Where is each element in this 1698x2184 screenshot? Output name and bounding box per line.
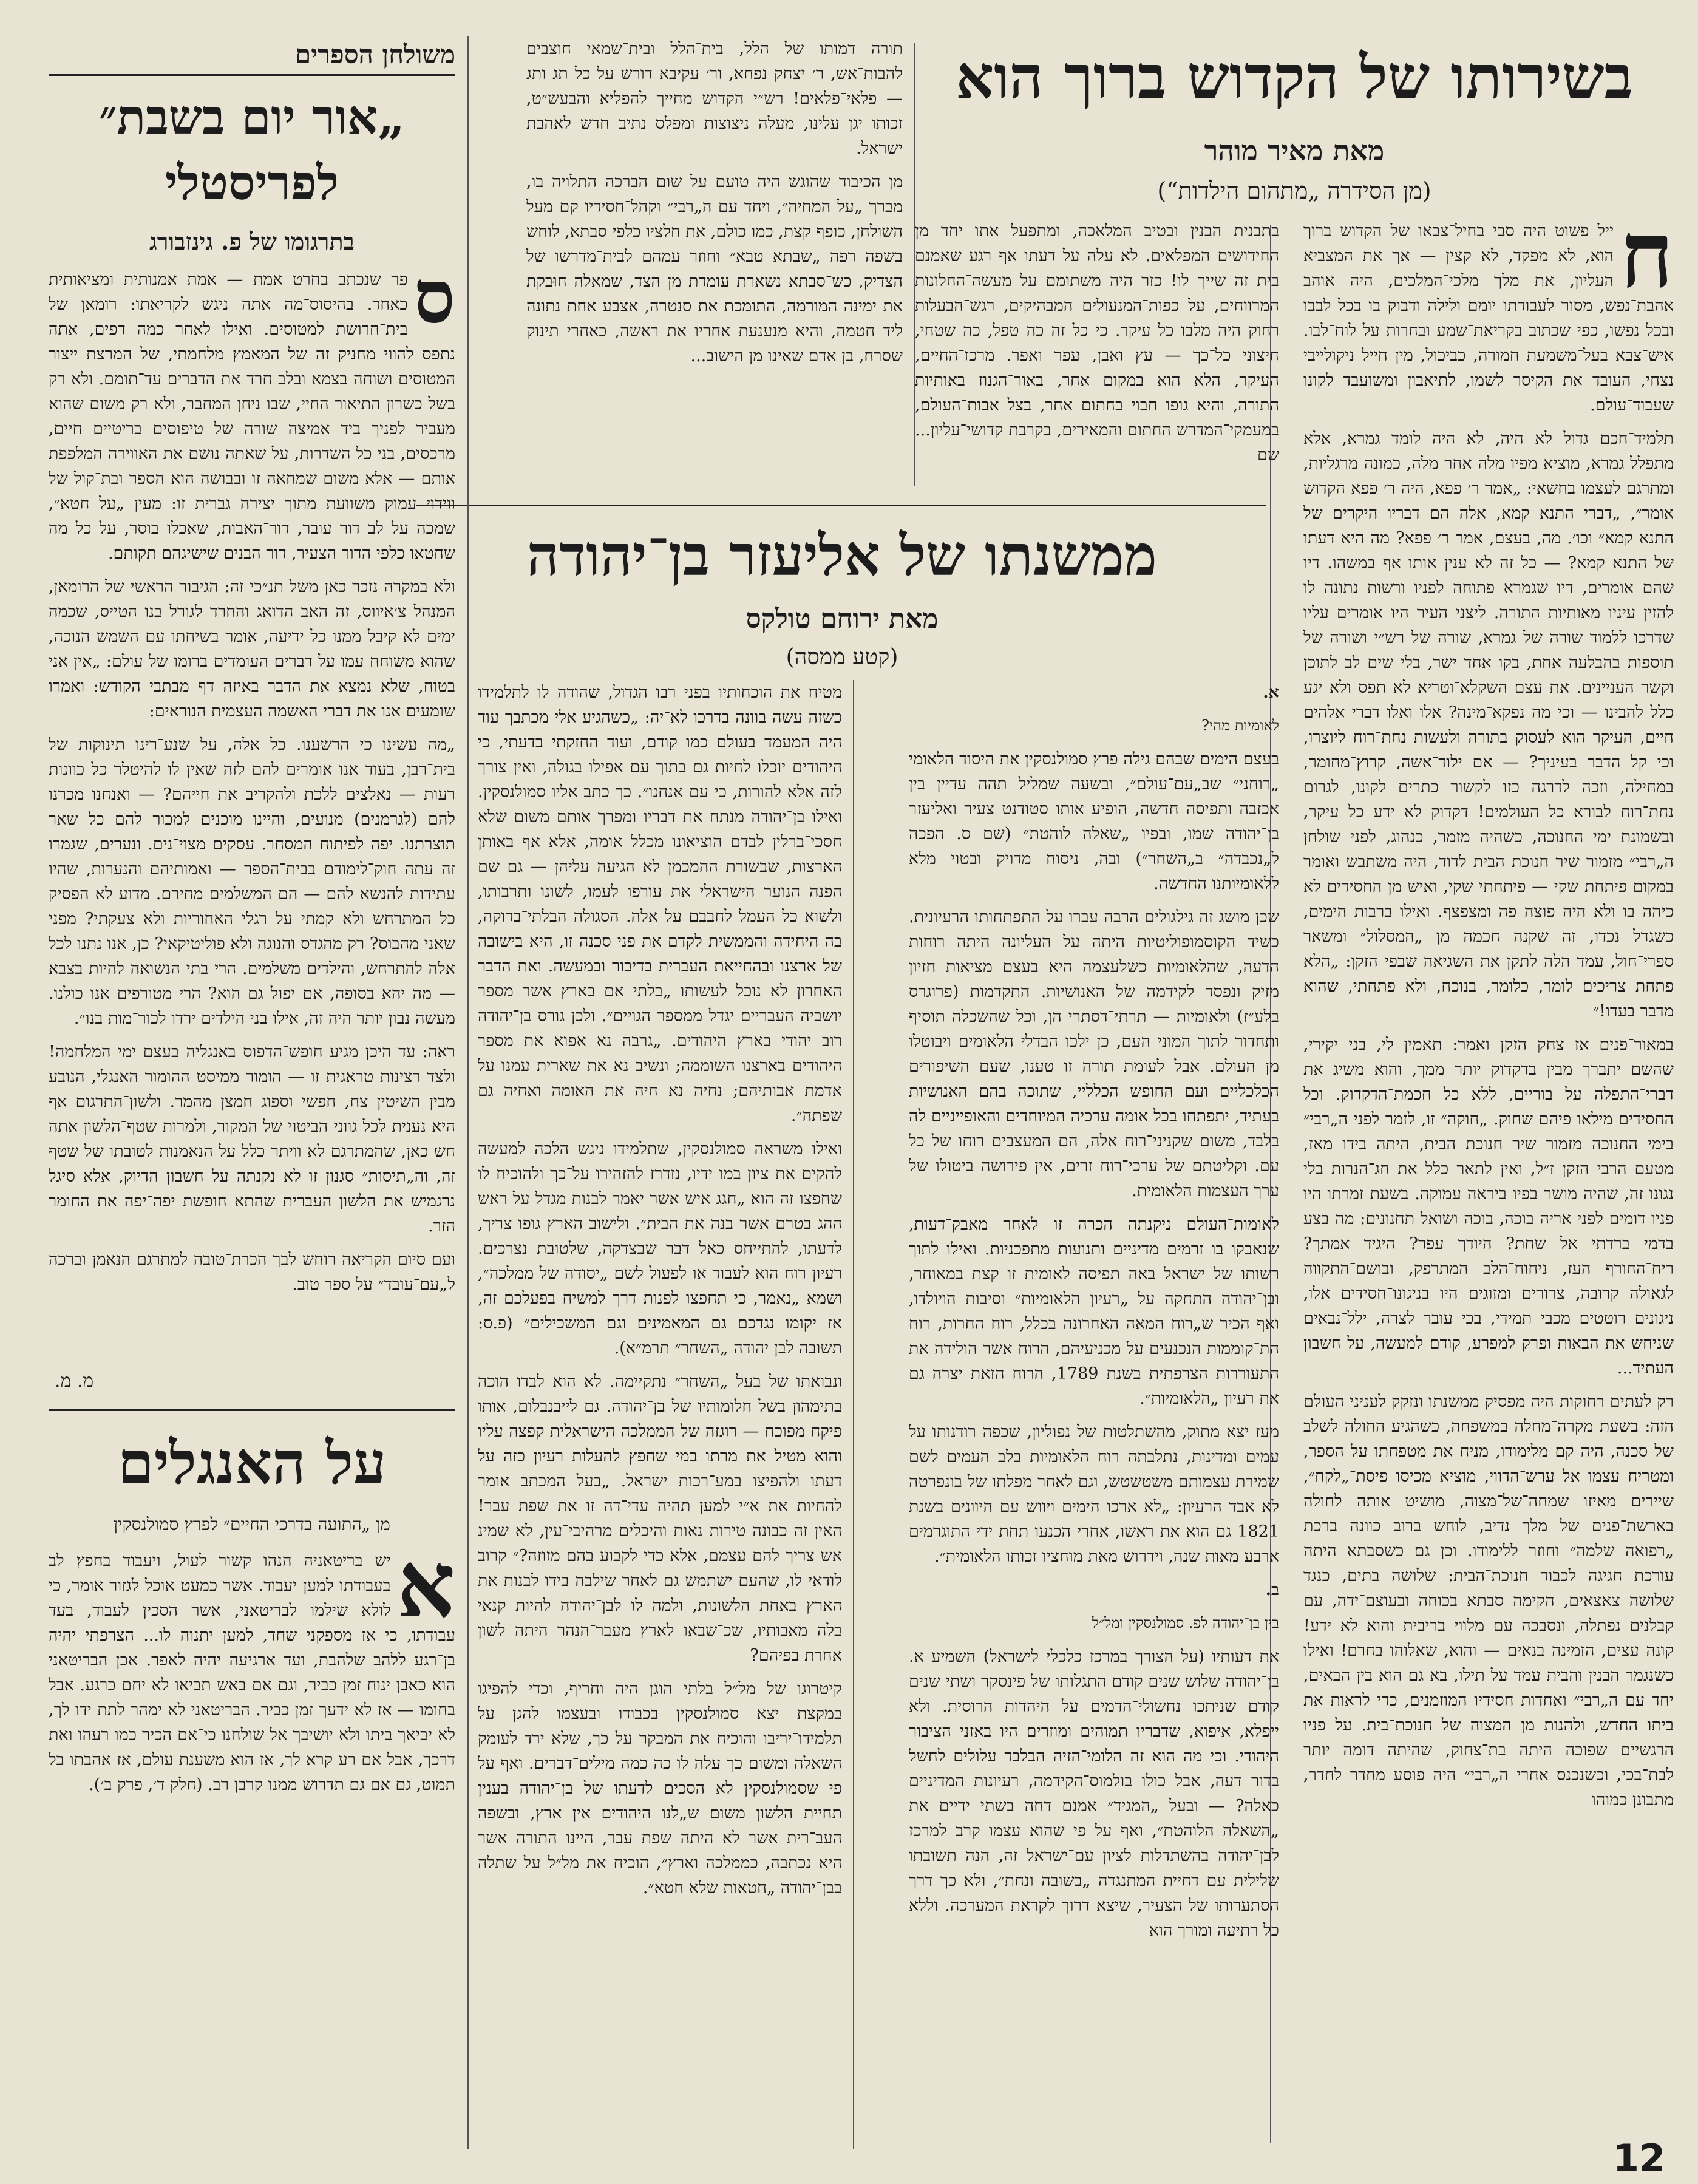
bottom-article-para: ונבואתו של בעל „השחר״ נתקיימה. לא הוא לבדו הוכה בתימהון בשל חלומותיו של בן־יהודה. גם לייבנבלום, אותו פיקח מפוכח — רוגזה של הממלכה הישראלית קפצה עליו והוא מטיל את מרתו במי שחפץ להעלות רעיון כזה על דעתו ולהפיצו במע־רכות ישראל. „בעל המכתב אומר להחיות את א״י למען תהיה עדי־דה זו את שפת עבר! האין זה כבונה טירות נאות והיכלים מרהיבי־עין, לא שמינ אש צריך להם עצמם, אלא כדי לקבוע בהם מזוזה?״ קרוב לודאי לו, שהעם ישתמש גם לאחר שילבה בידו לבנות את הארץ באחת הלשונות, ולמה לו לבן־יהודה להיות קנאי בלה מאבותיו, שכ־שבאו לארץ מעבר־הנהר היתה לשון אחרת בפיהם? (478, 1372, 842, 1665)
angels-title: על האנגלים (117, 1429, 387, 1497)
books-review-column (49, 267, 455, 1360)
right-article-dropcap: ח (1620, 219, 1674, 308)
bottom-article-author: מאת ירוחם טולקס (745, 604, 939, 634)
right-article-author: מאת מאיר מוהר (1204, 134, 1385, 167)
bottom-article-title: ממשנתו של אליעזר בן־יהודה (527, 523, 1157, 588)
angels-para: יש בריטאניה הנהו קשור לעול, ויעבוד בחפץ לב בעבודתו למען יעבוד. אשר כמעט אוכל לגזור אומר, כי לולא שילמו לבריטאני, אשר הסכין לעבוד, בעד עבודתו, כי אז מספקני שחד, למען יתנוה לו... הצרפתי יהיה בן־רגע ללהב שלהבת, ועד ארגיעה יהיה לאפר. אכן הבריטאני הוא כאבן ינוח זמן כביר, וגם אם באש תביאו לא יחם כרגע. אבל בחומו — אז לא ידעך זמן כביר. הבריטאני לא ימהר לתת ידו לך, לא יביאך ביתו ולא יושיבך אל שולחנו כי־אם הכיר כמו רעהו ואת דרכך, אבל אם רע קרא לך, אז הוא משענת עולם, אז אהבתו בל תמוט, גם אם גם תדרוש ממנו קרבן רב. (חלק ד׳, פרק ב׳). (49, 1551, 455, 1794)
section-a-heading: א. (1263, 683, 1279, 702)
books-signature: מ. מ. (55, 1370, 94, 1392)
column-divider (914, 43, 915, 486)
bottom-article-subtitle: (קטע ממסה) (786, 645, 898, 670)
books-para: פר שנכתב בחרט אמת — אמת אמנותית ומציאותית כאחד. בהיסוס־מה אתה ניגש לקריאתו: רומאן של בית־חרושת למטוסים. ואילו לאחר כמה דפים, אתה נתפס להווי מחניק זה של המאמץ מלחמתי, של המרצת ייצור המטוסים ושוחה בצמא ובלב חרד את הדברים עד־תומם. ולא רק בשל כשרון התיאור החיי, שבו ניחן המחבר, ולא רק משום שהוא מעביר לפניך ביד אמיצה שורה של טיפוסים בריטיים חיים, מרכסים, בני כל השדרות, על שאתה נושם את האווירה המלפפת אותם — אלא משום שמחאה זו ובבושה הוא הספר ובת־קול של ווידוי עמוק משוועת מתוך יצירה גברית זו: מעין „על חטא״, שמכה על לב דור עובר, דור־האבות, שאכלו בוסר, על כל מה שחטאו כלפי הדור הצעיר, דור הבנים שישיגהם תקותם. (49, 270, 455, 563)
right-article-para: תלמיד־חכם גדול לא היה, לא היה לומד גמרא, אלא מתפלל גמרא, מוציא מפיו מלה אחר מלה, כמונה מרגליות, ומתרגם לעצמו בחשאי: „אמר ר׳ פפא, היה ר׳ פפא הקדוש אומר״, „דברי התנא קמא, אלה הם דבריו היקרים של התנא קמא״ וכו׳. מה, בעצם, אמר ר׳ פפא? מה היא דעתו של התנא קמא? — כל זה לא ענין אותו אף במשהו. דיו שהם אומרים, דיו שגמרא פתוחה לפניו ורשות נתונה לו להזין עיניו מאותיות התורה. ליצני העיר היו אומרים עליו שדרכו ללמוד שורה של גמרא, שורה של רש״י ושורה של תוספות בהבלעה אחת, בקו אחד ישר, בלי שים לב לתוכן וקשר העניינים. את עצם השקלא־וטריא לא תפס ולא יגע כלל להבינו — וכי מה נפקא־מינה? אלו ואלו דברי אלהים חיים, העיקר הוא לעסוק בתורה ולעשות נחת־רוח ליוצרו, וכי קל הדבר בעיניך? — אם ילוד־אשה, קרוץ־מחומר, במחילה, וזכה לדרגה כזו לקשור כתרים לקונו, לגרום נחת־רוח לבורא כל העולמים! דקדוק לא ידע כל עיקר, ובשמונת ימי החנוכה, כשהיה מזמר, כנהוג, לפני שולחן ה„רבי״ מזמור שיר חנוכת הבית לדוד, היה משתבש ואומר במקום פיתחת שקי — פיתחתי שקי, ואיש מן החסידים לא כיהה בו ולא היה פוצה פה ומצפצף. ואילו ברבות הימים, כשגדל נכדו, זה שקנה חכמה מן „המסלול״ ומשאר ספרי־חול, עמד הלה לתקן את השגיאה שבפי הזקן: „הלא פתחת צריכים לומר, כלומר, בנוכח, ולא פתחתי, שהוא מדבר בעדו!״ (1303, 429, 1674, 1021)
right-article-para: רק לעתים רחוקות היה מפסיק ממשנתו ונזקק לעניני העולם הזה: בשעת מקרה־מחלה במשפחה, כשהגיע החולה לשלב של סכנה, היה קם מלימודו, מניח את מטפחתו על הספר, ומטריח עצמו אל ערש־הדווי, מוציא מכיסו פיסת־„לקח״, שיירים מאיזו שמחה־של־מצוה, מושיט אותה לחולה בארשת־פנים של מלך נדיב, לוחש ברוב כוונה ברכת „רפואה שלמה״ וחוזר ללימודו. וכן גם כשסבתא היתה עורכת חגיגה לכבוד חנוכת־הבית: שלושה בתים, כנגד שלושה צאצאים, הקימה סבתא בכוחה ובעוצם־ידה, עם קבלנים נפתלה, ונסבכה עם מלווי בריבית והוא לא ידע! קונה עצים, הזמינה בנאים — והוא, שאלוהו בחרם! ואילו כשנגמר הבנין והבית עמד על תילו, בא גם הוא בין הבאים, יחד עם ה„רבי״ ואחדות חסידיו המוזמנים, כדי לראות את ביתו החדש, ולהנות מן המצוה של חנוכת־בית. על פניו הרגשיים שפוכה היתה בת־צחוק, שהיתה דומה יותר לבת־בכי, וכשנכנס אחרי ה„רבי״ היה פוסע מחדר לחדר, מתבונן כמוהו (1303, 1392, 1674, 1809)
bottom-article-para: שכן מושג זה גילגולים הרבה עברו על התפתחותו הרעיונית. כשיד הקוסמופוליטיות היתה על העליונה היתה רוחות הדעה, שהלאומיות כשלעצמה היא בעצם מציאות חזיון מזיק ונפסד לקידמה של האנושיות. התקדמות (פרוגרס בלע״ז) ולאומיות — תרתי־דסתרי הן, וכל שהשכלה תוסיף ותחדור לתוך המוני העם, כן ילכו הבדלי הלאומים ויבוטלו מן העולם. אבל לעומת תורה זו טענו, שעם השיפורים הכלכליים ועם החופש הכלליי, שתוכה בהם האנושיות בעתיד, יתפתחו בכל אומה ערכיה המיוחדים והאופייניים לה בלבד, משום שקניני־רוח אלה, הם המעצבים רוחו של כל עם. וקליטתם של ערכי־רוח זרים, אין פירושה ביטולו של ערך העצמות הלאומית. (909, 908, 1279, 1200)
right-article-para: ייל פשוט היה סבי בחיל־צבאו של הקדוש ברוך הוא, לא מפקד, לא קצין — אך את המצביא העליון, את מלך מלכי־המלכים, היה אוהב אהבת־נפש, מסור לעבודתו יומם ולילה ודבוק בו בכל לבבו ובכל נפשו, כפי שכתוב בקריאת־שמע ובחרות על לוח־לבו. איש־צבא בעל־משמעת חמורה, כביכול, מין חייל ניקולייבי נצחי, העובד את הקיסר לשמו, לתיאבון ומשועבד לקונו שעבוד־עולם. (1303, 222, 1674, 415)
books-para: ולא במקרה נזכר כאן משל תנ״כי זה: הגיבור הראשי של הרומאן, המנהל צ׳איווס, זה האב הדואג והחרד לגורל בנו הטייס, שכמה ימים לא קיבל ממנו כל ידיעה, אומר בשיחתו עם השמש הנוכה, שהוא משוחח עמו על דברים העומדים ברומו של עולם: „אין אני בטוח, שלא נמצא את הדבר באיזה דף מבתבי הקודש: ואמרו שומעים אנו את דברי האשמה העצמית הנוראים: (49, 577, 455, 721)
section-b-subheading: בין בן־יהודה לפ. סמולנסקין ומל״ל (1092, 1614, 1279, 1631)
bottom-article-para: קיטרוגו של מל״ל בלתי הוגן היה וחריף, וכדי להפיגו במקצת יצא סמולנסקין בכבודו ובעצמו להגן על תלמידו־יריבו והוכיח את המבקר על כך, שלא ירד לעומק השאלה ומשום כך עלה לו כה כמה מילים־דברים. ואף על פי שסמולנסקין לא הסכים לדעתו של בן־יהודה בענין תחיית הלשון משום ש„לנו היהודים אין ארץ, ובשפה העב־רית אשר לא היתה שפת עבר, היינו התורה אשר היא נכתבה, כממלכה וארץ״, הוכיח את מל״ל על שתלה בבן־יהודה „חטאות שלא חטא״. (478, 1679, 842, 1897)
right-article-title: בשירותו של הקדוש ברוך הוא (956, 43, 1633, 112)
books-para: „מה עשינו כי הרשענו. כל אלה, על שנע־רינו תינוקות של בית־רבן, בעוד אנו אומרים להם לזה שאין לו להיטלר כל כוונות רעות — נאלצים ללכת ולהקריב את חייהם? — ואנחנו מכרנו להם (לגרמנים) מנועים, והיינו מוכנים למכור להם כל שאר תוצרתנו. יפה לפיתוח המסחר. עסקים מצוי־נים. ונערים, שגמרו זה עתה חוק־לימודם בבית־הספר — ואמותיהם והנערות, שהיו עתידות להנשא להם — הם המשלמים מחירם. מדוע לא הפסיק כל המתרחש ולא קמתי על רגלי האחוריות ולא צעקתי? מפני שאני מהבוס? רק מהגדס והנוגה ולא פוליטיקאי? כן, אנו נתנו לכל אלה להתרחש, והילדים משלמים. הרי בתי הנשואה להיות בצבא — מה יהא בסופה, אם יפול גם הוא? הרי מטורפים אנו כולנו. מעשה נבון יותר היה זה, אילו בני הילדים ירדו לכור־מות בנו״. (49, 735, 455, 1028)
books-review-title: „אור יום בשבת״ לפריסטלי (98, 90, 406, 211)
bottom-article-para: ואילו משראה סמולנסקין, שתלמידו ניגש הלכה למעשה להקים את ציון במו ידיו, נזדרז להזהירו על־כך ולהוכיח לו שחפצו זה הוא „חגג איש אשר יאמר לבנות מגדל על ראש ההג בטרם אשר בנה את הבית״. ולישוב הארץ גופו צריך, לדעתו, להתייחס כאל דבר שבצדקה, שלטובת נצרכים. רעיון רוח הוא לעבוד או לפעול לשם „יסודה של ממלכה״, ושמא „נאמר, כי תחפצו לפנות דרך למשיח בפעלכם זה, אז יקומו נגדכם גם המאמינים וגם המשכילים״ (פ.ס: תשובה לבן יהודה „השחר״ תרמ״א). (478, 1140, 842, 1358)
right-article-source: (מן הסידרה „מתהום הילדות“) (1157, 177, 1431, 204)
right-article-para: בתבנית הבנין ובטיב המלאכה, ומתפעל אתו יחד מן החידושים המפלאים. לא עלה על דעתו אף רגע שאמנם בית זה שייך לו! כזר היה משתומם על מעשה־החלונות המרווחים, על כפות־המנעולים המבהיקים, רגש־הבעלות רחוק היה מלבו כל עיקר. כי כל זה כה טפל, כה שטחי, חיצוני כל־כך — עץ ואבן, עפר ואפר. מרכז־החיים, העיקר, הלא הוא במקום אחר, באור־הגנוז באותיות התורה, והיא גופו חבוי בחתום אחר, בצל אבות־העולם, במעמקי־המדרש החתום והמאירים, בקרבת קדושי־עליון... שם (915, 222, 1279, 464)
section-rule (416, 505, 1266, 506)
right-article-col2 (915, 219, 1279, 486)
angels-subtitle: מן „התועה בדרכי החיים״ לפרץ סמולנסקין (114, 1514, 390, 1534)
section-a-subheading: לאומיות מהי? (1201, 717, 1279, 734)
books-para: ועם סיום הקריאה רוחש לבך הכרת־טובה למתרגם הנאמן וברכה ל„עם־עובד״ על ספר טוב. (49, 1250, 455, 1294)
middle-top-column (526, 36, 903, 498)
bottom-article-para: מטיח את הוכחותיו בפני רבו הגדול, שהודה לו לתלמידו כשזה עשה בוונה בדרכו לא־יה: „כשהגיע אלי מכתבך עוד היה המעמד בעולם כמו קודם, ועוד החזקתי בדעתי, כי היהודים יוכלו לחיות גם בתוך עם אפילו בגולה, ואין צורך לזה אלא להורות, כי עם אנחנו״. כך כתב אליו סמולנסקין. ואילו בן־יהודה מנתח את דבריו ומפרך אותם משום שלא חסכי־ברלין לבדם הוציאונו מכלל אומה, אלא אף באותן הארצות, שבשורת ההמכמן לא הגיעה עליהן — גם שם הפנה הנוער הישראלי את עורפו לעמו, לשונו ותרבותו, ולשוא כל העמל לחבבם על אלה. הסגולה הבלתי־בדוקה, בה היחידה והממשית לקדם את פני סכנה זו, היא בישובה של ארצנו ובהחייאת העברית בדיבור ובמעשה. ואת הדבר האחרון לא נוכל לעשותו „בלתי אם בארץ אשר מספר יושביה העבריים יגדל ממספר הגויים״. ולכן גורס בן־יהודה רוב יהודי בארץ היהודים. „גרבה נא אפוא את מספר היהודים בארצנו השוממה; ונשיב נא את שארית עמנו על אדמת אבותיהם; נחיה נא חיה את האומה ואחיה גם שפתה״. (478, 683, 842, 1125)
section-rule (49, 1409, 455, 1411)
books-section-header (49, 38, 455, 76)
middle-top-para: תורה דמותו של הלל, בית־הלל ובית־שמאי חוצבים להבות־אש, ר׳ יצחק נפחא, ור׳ עקיבא דורש על כל תג ותג — פלאי־פלאים! רש״י הקדוש מחייך להפליא והבעש״ט, זכותו יגן עלינו, מעלה ניצוצות ומפלס נתיב חדש לאהבת ישראל. (526, 39, 903, 158)
middle-top-para: מן הכיבוד שהוגש היה טועם על שום הברכה התלויה בו, מברך „על המחיה״, ויחד עם ה„רבי״ וקהל־חסידיו קם מעל השולחן, כופף קצת, כמו כולם, את חלציו כלפי סבתא, לוחש בשפה רפה „שבתא טבא״ וחוזר עמהם לבית־מדרשו של הצדיק, כש־סבתא נשארת עומדת מן הצד, שמאלה חוּבקת את ימינה המורמה, התומכת את סנטרה, אצבע אחת נתונה ליד חטמה, והיא מנענעת אחריו את ראשה, כאחרי תינוק שסרח, בן אדם שאינו מן הישוב... (526, 172, 903, 366)
books-para: ראה: עד היכן מגיע חופש־הדפוס באנגליה בעצם ימי המלחמה! ולצד רצינות טראגית זו — הומור ממיסט ההומור האנגלי, הנובע מבין השיטין צח, חפשי וספוג חמצן מהמר. ולשון־התרגום אף היא נענית לכל גווני הביטוי של המקור, ולמרות שטף־הלשון אתה חש כאן, שהמתרגם לא וויתר כלל על הנאמנות לטובתו של שטף זה, וה„תיסות״ סגנון זו לא נקנתה על חשבון הדיוק, אלא סיגל נרגמיש את הלשון העברית שהתא חופשת יפה־יפה את החומר הזר. (49, 1043, 455, 1236)
bottom-article-col-left (478, 680, 842, 2149)
bottom-article-para: לאומות־העולם ניקנתה הכרה זו לאחר מאבק־דעות, שנאבקו בו זרמים מדיניים ותנועות מתפכניות. ואילו לתוך רשותו של ישראל באה תפיסה לאומית זו קצת במאוחר, ובן־יהודה התחקה על „רעיון הלאומיות״ וסיבות הויולדו, ואף הכיר ש„רוח המאה האחרונה בכלל, רוח החרות, רוח הת־קוממות הנכנעים על מכניעיהם, הרוח אשר הולידה את התעוררות הצרפתית בשנת 1789, הרוח הזאת יצרה גם את רעיון „הלאומיות״. (909, 1215, 1279, 1408)
bottom-article-para: את דעותיו (על הצורך במרכז כלכלי לישראל) השמיע א. בן־יהודה שלוש שנים קודם התגלותו של פינסקר ושתי שנים קודם שניתכו נחשולי־הדמים על היהדות הרוסית. ולא ייפלא, איפוא, שדבריו תמוהים ומוזרים היו באזני הציבור היהודי. וכי מה הוא זה הלומי־הזיה הבלבד עלולים לחשל בדור דעה, אבל כולו בולמוס־הקידמה, רעיונות המדיניים כאלה? — ובעל „המגיד״ אמנם דחה בשתי ידיים את „השאלה הלוהטת״, ואף על פי שהוא עצמו קרב למרכז לבן־יהודה בהשתדלות לציון עם־ישראל זה, הנה תשובתו שלילית עם דחיית המתנגדה „בשובה ונחת״, ולא כך דרך הסתערותו של הצעיר, שיצא דרוך לקראת המערכה. וללא כל רתיעה ומורך הוא (909, 1647, 1279, 1940)
bottom-article-para: מעז יצא מתוק, מהשתלטות של נפוליון, שכפה רודנותו על עמים ומדינות, נתלבתה רוח הלאומיות בלב העמים לשם שמירת עצמותם משטשטש, וגם לאחר מפלתו של בונפרטה לא אבד הרעיון: „לא ארכו הימים ויווש עם היוונים בשנת 1821 גם הוא את ראשו, אחרי הכנעו תחת ידי התוגרמים ארבע מאות שנה, וידרוש מאת מוחציו זכותו הלאומית״. (909, 1423, 1279, 1566)
page-number: 12 (1612, 2137, 1666, 2180)
angels-dropcap: א (396, 1548, 455, 1638)
books-dropcap: ס (413, 267, 455, 340)
column-divider (853, 680, 854, 2149)
right-article-col1 (1303, 219, 1674, 2149)
bottom-article-para: בעצם הימים שבהם גילה פרץ סמולנסקין את היסוד הלאומי „רוחני״ שב„עם־עולם״, ובשעה שמליל תהה עדיין בין אכזבה ותפיסה חדשה, הופיע אותו סטודנט צעיר ואליעזר בן־יהודה שמו, ובפיו „שאלה לוהטת״ (שם ס. הפכה ל„נכבדה״ ב„השחר״) ובה, ניסוח מדויק ובטוי מלא ללאומיותנו החדשה. (909, 750, 1279, 893)
books-translator: בתרגומו של פ. גינזבורג (149, 228, 355, 255)
column-divider (467, 36, 469, 2149)
right-article-para: במאור־פנים אז צחק הזקן ואמר: תאמין לי, בני יקירי, שהשם יתברך מבין בדקדוק יותר ממך, והוא משיג את דברי־התפלה על בוריים, ללא כל חכמת־הדקדוק. וכל החסידים מילאו פיהם שחוק. „חוקה״ זו, לזמר לפני ה„רבי״ בימי החנוכה מזמור שיר חנוכת הבית, היתה בידו מאז, מטעם הרבי הזקן ז״ל, ואין לתאר כלל את חג־הנרות בלי נגונו זה, שהיה מושר בפיו ביראה עמוקה. בשעת זמרתו היו פניו דומים לפני אריה בוכה, בוכה ושואל תחנונים: מה בצע בדמי ברדתי אל שחת? היודך עפר? היגיד אמתך? ריח־החורף העז, ניחוח־הלב המתרפק, ובושם־התקווה לגאולה קרובה, צרורים ומזוגים היו בניגונו־חסידים אלו, ניגונים רוטטים מכבי תמידי, בכי עובר לצרה, ילל־נבאים שניחש את הבאות ופרק למפרע, קודם למעשה, על חשבון העתיד... (1303, 1035, 1674, 1378)
bottom-article-col-right (909, 680, 1279, 2149)
section-b-heading: ב. (1265, 1580, 1279, 1599)
angels-column (49, 1548, 455, 2143)
books-section-header-label: משולחן הספרים (295, 39, 455, 69)
